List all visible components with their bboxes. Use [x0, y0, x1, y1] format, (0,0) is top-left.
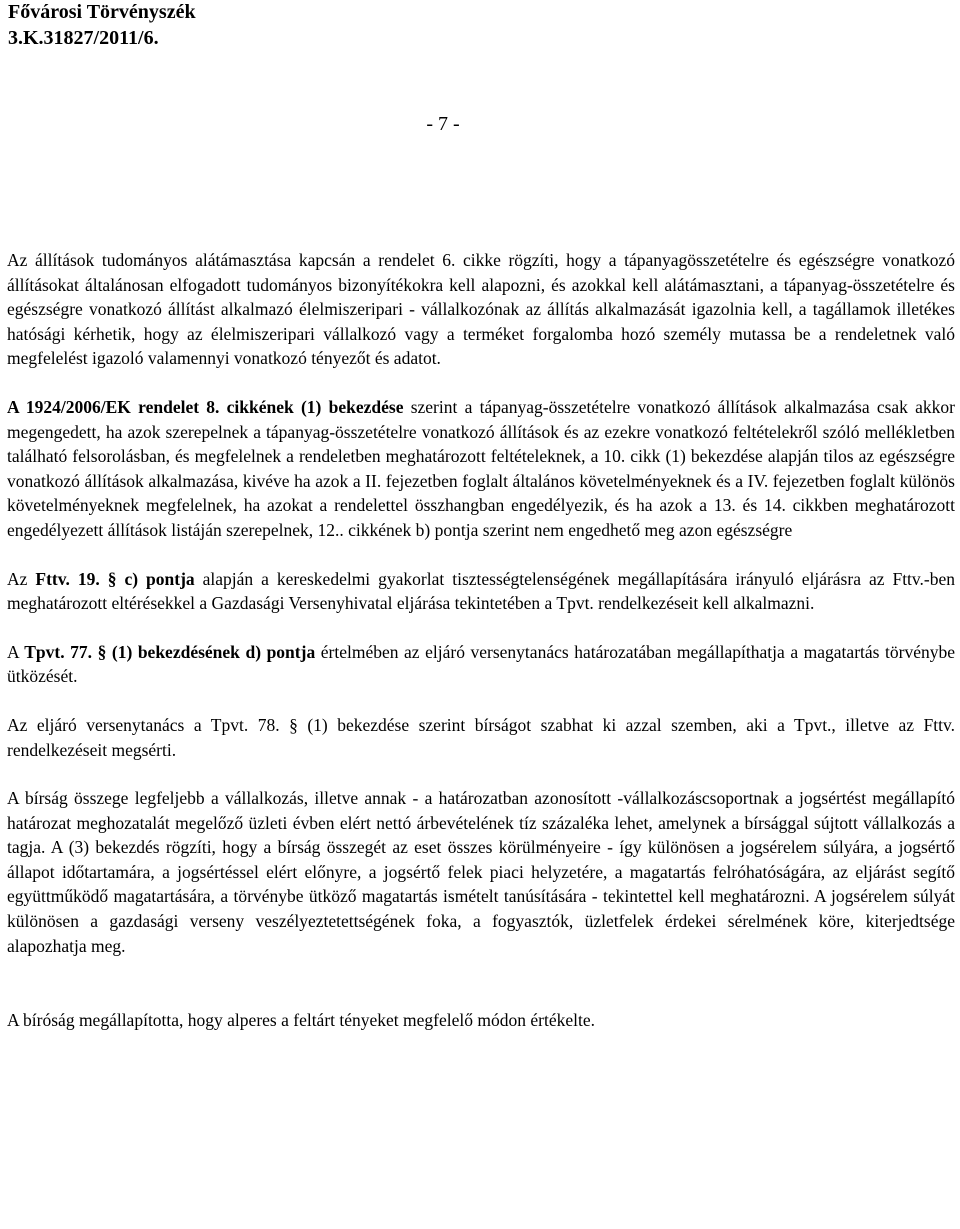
regulation-reference: A 1924/2006/EK rendelet 8. cikkének (1) bekezdése: [7, 396, 404, 417]
fttv-reference: Fttv. 19. § c) pontja: [35, 568, 195, 589]
page-number: - 7 -: [426, 113, 460, 135]
paragraph-tpvt-78: Az eljáró versenytanács a Tpvt. 78. § (1) bekezdése szerint bírságot szabhat ki azzal szemben, aki a Tpvt., illetve az Fttv. rendelkezéseit megsérti.: [7, 714, 955, 760]
case-number: 3.K.31827/2011/6.: [8, 27, 159, 49]
paragraph-regulation-article-8: [7, 395, 955, 543]
paragraph-fine-amount: A bírság összege legfeljebb a vállalkozás, illetve annak - a határozatban azonosított -vállalkozáscsoportnak a jogsértést megállapító határozat meghozatalát megelőző üzleti évben elért nettó árbevételének tíz százaléka lehet, amelynek a bírsággal sújtott vállalkozás a tagja. A (3) bekezdés rögzíti, hogy a bírság összegét az eset összes körülményeire - így különösen a jogsérelem súlyára, a jogsértő állapot időtartamára, a jogsértéssel elért előnyre, a jogsértő felek piaci helyzetére, a magatartás felróhatóságára, az eljárást segítő együttműködő magatartására, a törvénybe ütköző magatartás ismételt tanúsítására - tekintettel kell meghatározni. A jogsérelem súlyát különösen a gazdasági verseny veszélyeztetettségének foka, a fogyasztók, üzletfelek érdekei sérelmének köre, kiterjedtsége alapozhatja meg.: [7, 788, 955, 956]
court-name: Fővárosi Törvényszék: [8, 1, 196, 23]
fttv-text: alapján a kereskedelmi gyakorlat tisztességtelenségének megállapítására irányuló eljárásra az Fttv.-ben meghatározott eltérésekkel a Gazdasági Versenyhivatal eljárása tekintetében a Tpvt. rendelkezéseit kell alkalmazni.: [7, 568, 955, 614]
document-body: [7, 248, 955, 1033]
paragraph-fttv-19: [7, 567, 955, 616]
paragraph-scientific-substantiation: Az állítások tudományos alátámasztása kapcsán a rendelet 6. cikke rögzíti, hogy a tápanyagösszetételre és egészségre vonatkozó állításokat általánosan elfogadott tudományos bizonyítékokra kell alapozni, és azokkal kell alátámasztani, a tápanyag-összetételre és egészségre vonatkozó állítást alkalmazó élelmiszeripari - vállalkozónak az állítás alkalmazását igazolnia kell, a tagállamok illetékes hatósági kérhetik, hogy az élelmiszeripari vállalkozó vagy a terméket forgalomba hozó személy mutassa be a rendeletnek való megfelelést igazoló valamennyi vonatkozó tényezőt és adatot.: [7, 250, 955, 369]
paragraph-tpvt-77: [7, 640, 955, 689]
regulation-text: szerint a tápanyag-összetételre vonatkozó állítások alkalmazása csak akkor megengedett, ha azok szerepelnek a tápanyag-összetételre vonatkozó állítások és az ezekre vonatkozó feltételekről szóló mellékletben található felsorolásban, és megfelelnek a rendeletben meghatározott feltételeknek, a 10. cikk (1) bekezdése alapján tilos az egészségre vonatkozó állítások alkalmazása, kivéve ha azok a II. fejezetben foglalt általános követelményeknek és a IV. fejezetben foglalt különös követelményeknek megfelelnek, ha azokat a rendelettel összhangban engedélyezik, és ha azok a 13. és 14. cikkben meghatározott engedélyezett állítások listáján szerepelnek, 12.. cikkének b) pontja szerint nem engedhető meg azon egészségre: [7, 396, 955, 540]
fttv-intro: Az: [7, 568, 36, 589]
paragraph-court-finding: A bíróság megállapította, hogy alperes a feltárt tényeket megfelelő módon értékelte.: [7, 1010, 595, 1031]
tpvt-intro: A: [7, 641, 25, 662]
tpvt-text: értelmében az eljáró versenytanács határozatában megállapíthatja a magatartás törvénybe ütközését.: [7, 641, 955, 687]
tpvt-reference: Tpvt. 77. § (1) bekezdésének d) pontja: [24, 641, 316, 662]
